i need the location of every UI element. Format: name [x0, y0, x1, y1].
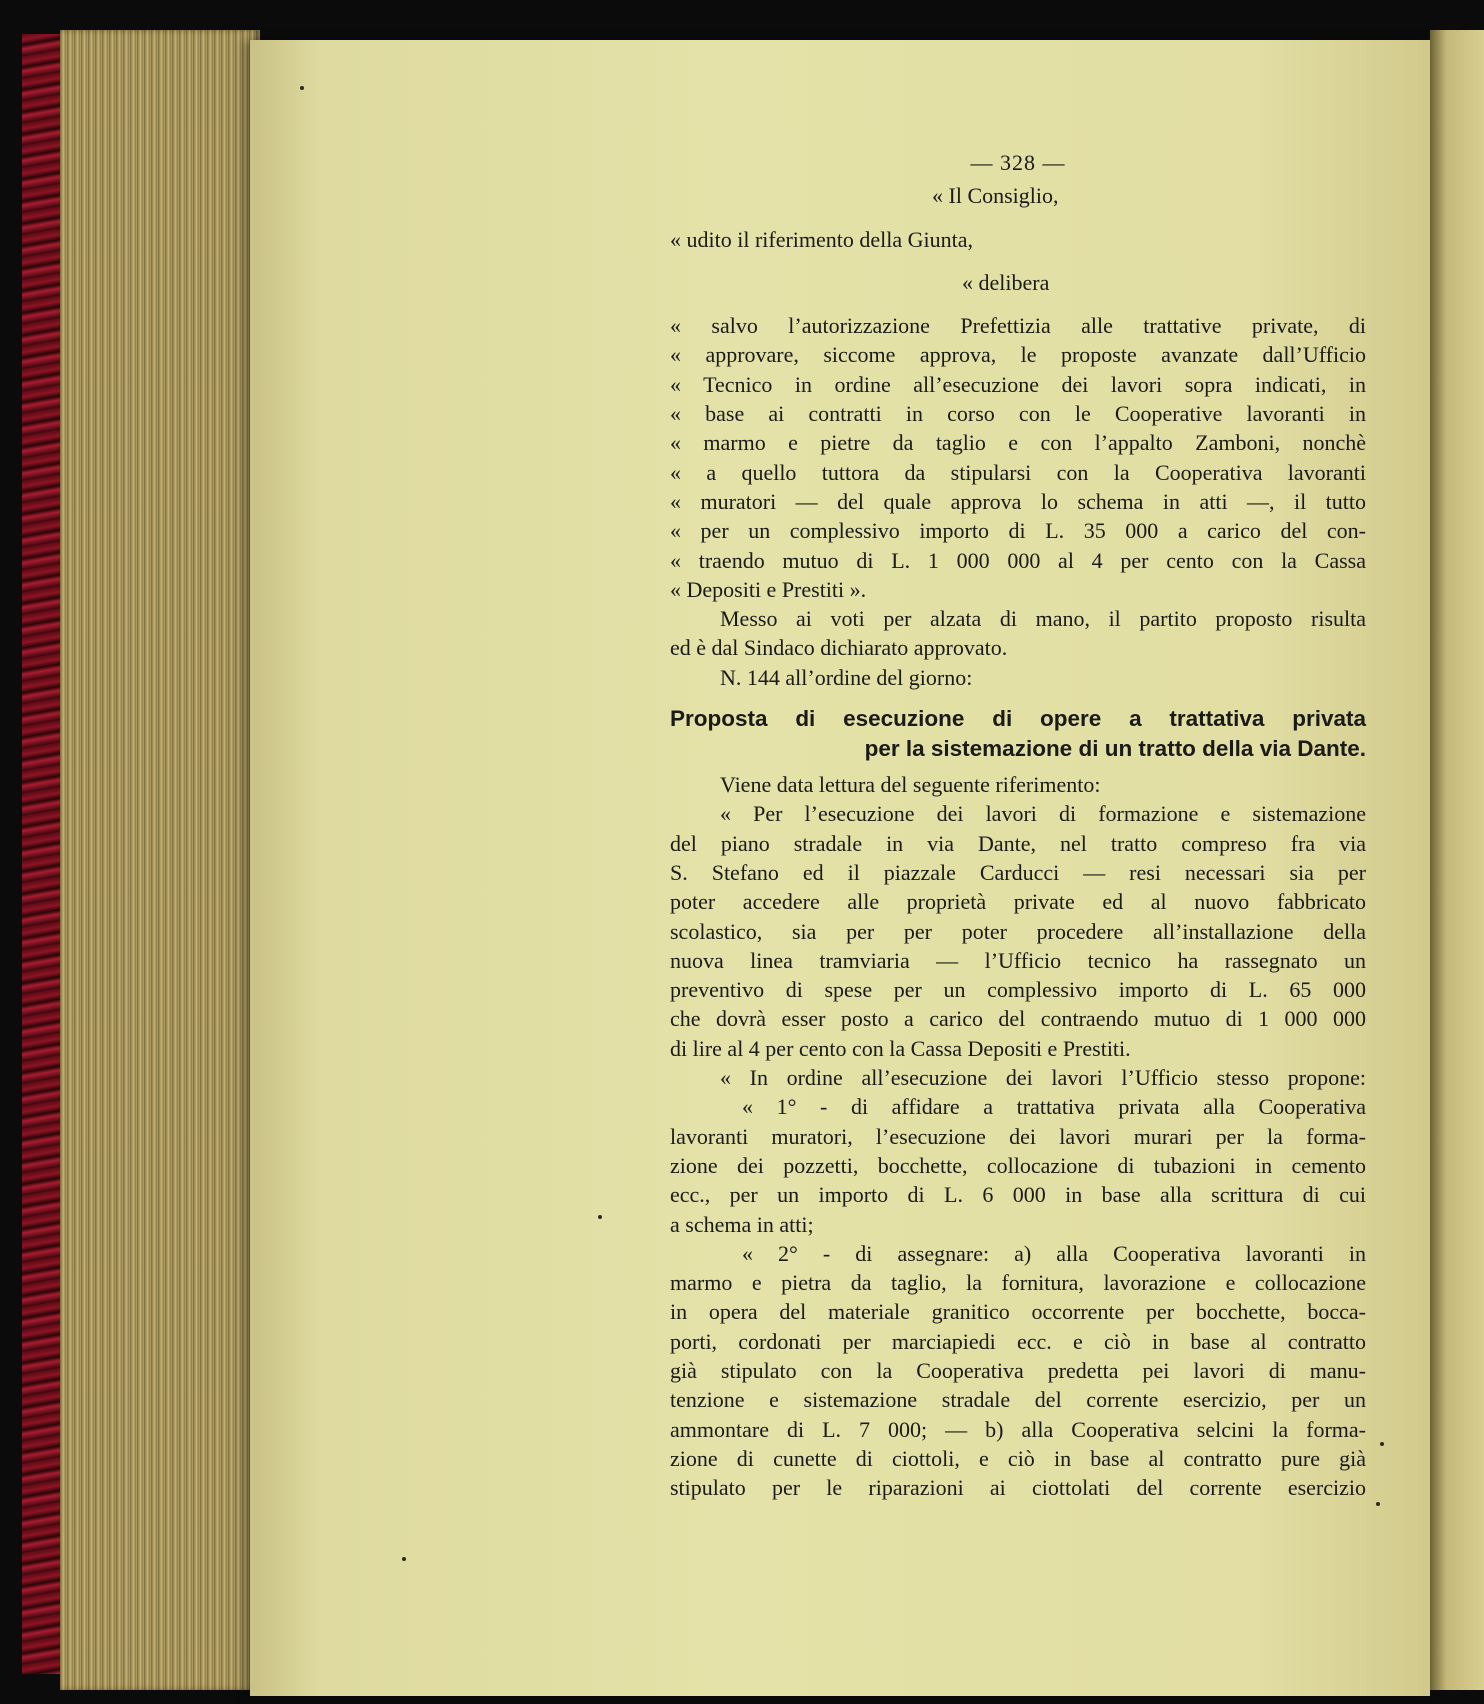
heading-line-2: per la sistemazione di un tratto della via Dante. — [864, 736, 1366, 762]
decision-text — [670, 311, 1366, 604]
text-line: stipulato per le riparazioni ai ciottolati del corrente esercizio — [670, 1475, 1366, 1501]
page-number: — 328 — — [970, 150, 1066, 175]
text-line: che dovrà esser posto a carico del contraendo mutuo di 1 000 000 — [670, 1006, 1366, 1032]
report-paragraph-3 — [670, 1092, 1366, 1238]
paper-speck — [1376, 1502, 1380, 1506]
text-line: « Tecnico in ordine all’esecuzione dei lavori sopra indicati, in — [670, 371, 1366, 397]
report-paragraph-1 — [670, 799, 1366, 1063]
text-line: poter accedere alle proprietà private ed al nuovo fabbricato — [670, 889, 1366, 915]
paper-speck — [1380, 1442, 1384, 1446]
text-line: « muratori — del quale approva lo schema in atti —, il tutto — [670, 488, 1366, 514]
vote-result — [670, 604, 1366, 663]
text-line: « traendo mutuo di L. 1 000 000 al 4 per cento con la Cassa — [670, 547, 1366, 573]
text-line: già stipulato con la Cooperativa predetta pei lavori di manu- — [670, 1357, 1366, 1383]
text-line: preventivo di spese per un complessivo importo di L. 65 000 — [670, 977, 1366, 1003]
text-line: « approvare, siccome approva, le proposte avanzate dall’Ufficio — [670, 342, 1366, 368]
text-line: « Depositi e Prestiti ». — [670, 576, 867, 602]
next-page-edge — [1430, 30, 1484, 1690]
text-line: ecc., per un importo di L. 6 000 in base alla scrittura di cui — [670, 1182, 1366, 1208]
page-text — [670, 140, 1366, 1502]
text-line: « per un complessivo importo di L. 35 000 a carico del con- — [670, 518, 1366, 544]
page-edges — [60, 30, 260, 1690]
text-line: « salvo l’autorizzazione Prefettizia alle trattative private, di — [670, 313, 1366, 339]
text-line: ammontare di L. 7 000; — b) alla Cooperativa selcini la forma- — [670, 1416, 1366, 1442]
report-paragraph-2: « In ordine all’esecuzione dei lavori l’Ufficio stesso propone: — [720, 1065, 1366, 1091]
text-line: « base ai contratti in corso con le Cooperative lavoranti in — [670, 401, 1366, 427]
text-line: « 1° - di affidare a trattativa privata alla Cooperativa — [742, 1094, 1366, 1120]
text-line: tenzione e sistemazione stradale del corrente esercizio, per un — [670, 1387, 1366, 1413]
text-line: a schema in atti; — [670, 1211, 814, 1237]
text-line: S. Stefano ed il piazzale Carducci — resi necessari sia per — [670, 859, 1366, 885]
agenda-item: N. 144 all’ordine del giorno: — [720, 664, 973, 690]
decision-resolves: « delibera — [962, 269, 1050, 295]
paper-speck — [300, 86, 304, 90]
text-line: « Per l’esecuzione dei lavori di formazione e sistemazione — [720, 801, 1366, 827]
text-line: ed è dal Sindaco dichiarato approvato. — [670, 635, 1008, 661]
text-line: in opera del materiale granitico occorrente per bocchette, bocca- — [670, 1299, 1366, 1325]
text-line: nuova linea tramviaria — l’Ufficio tecnico ha rassegnato un — [670, 947, 1366, 973]
section-heading — [670, 704, 1366, 764]
text-line: di lire al 4 per cento con la Cassa Depositi e Prestiti. — [670, 1035, 1131, 1061]
text-line: Messo ai voti per alzata di mano, il partito proposto risulta — [720, 606, 1366, 632]
paper-speck — [598, 1215, 602, 1219]
text-line: porti, cordonati per marciapiedi ecc. e ciò in base al contratto — [670, 1328, 1366, 1354]
text-line: del piano stradale in via Dante, nel tratto compreso fra via — [670, 830, 1366, 856]
text-line: « 2° - di assegnare: a) alla Cooperativa lavoranti in — [742, 1240, 1366, 1266]
decision-heard: « udito il riferimento della Giunta, — [670, 226, 974, 252]
text-line: « a quello tuttora da stipularsi con la Cooperativa lavoranti — [670, 459, 1366, 485]
text-line: zione di cunette di ciottoli, e ciò in base al contratto pure già — [670, 1445, 1366, 1471]
text-line: « marmo e pietre da taglio e con l’appalto Zamboni, nonchè — [670, 430, 1366, 456]
text-line: lavoranti muratori, l’esecuzione dei lavori murari per la forma- — [670, 1123, 1366, 1149]
report-intro: Viene data lettura del seguente riferimento: — [720, 772, 1101, 798]
text-line: zione dei pozzetti, bocchette, collocazione di tubazioni in cemento — [670, 1152, 1366, 1178]
decision-opening: « Il Consiglio, — [932, 183, 1059, 209]
heading-line-1: Proposta di esecuzione di opere a trattativa privata — [670, 706, 1366, 732]
report-paragraph-4 — [670, 1239, 1366, 1503]
paper-speck — [402, 1557, 406, 1561]
text-line: scolastico, sia per per poter procedere all’installazione della — [670, 918, 1366, 944]
text-line: marmo e pietra da taglio, la fornitura, lavorazione e collocazione — [670, 1270, 1366, 1296]
